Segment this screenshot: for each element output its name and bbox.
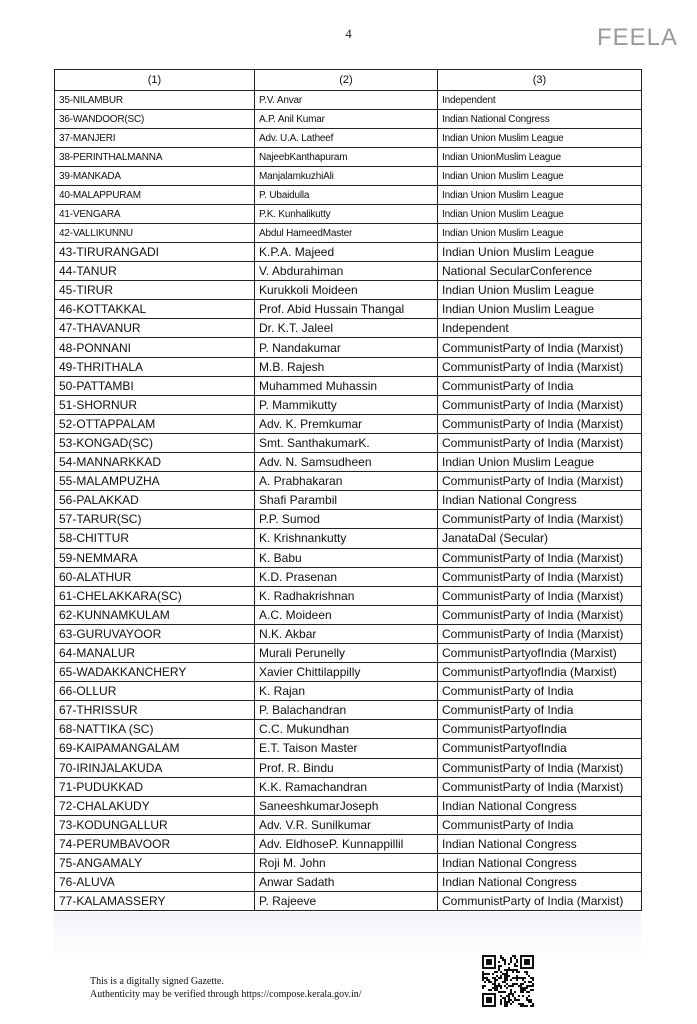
party-cell: CommunistParty of India (Marxist) [438, 395, 642, 414]
member-cell: P. Rajeeve [255, 892, 438, 911]
constituency-cell: 38-PERINTHALMANNA [55, 148, 255, 167]
member-cell: Roji M. John [255, 854, 438, 873]
constituency-cell: 73-KODUNGALLUR [55, 815, 255, 834]
table-row [55, 510, 642, 529]
constituency-cell: 45-TIRUR [55, 281, 255, 300]
member-cell: A. Prabhakaran [255, 472, 438, 491]
constituency-cell: 53-KONGAD(SC) [55, 433, 255, 452]
party-cell: Indian National Congress [438, 796, 642, 815]
table-row [55, 854, 642, 873]
party-cell: Indian Union Muslim League [438, 243, 642, 262]
party-cell: CommunistParty of India (Marxist) [438, 624, 642, 643]
constituency-cell: 42-VALLIKUNNU [55, 224, 255, 243]
member-cell: Abdul HameedMaster [255, 224, 438, 243]
party-cell: CommunistParty of India [438, 701, 642, 720]
member-cell: ManjalamkuzhiAli [255, 167, 438, 186]
table-row [55, 148, 642, 167]
constituency-cell: 66-OLLUR [55, 682, 255, 701]
table-row [55, 643, 642, 662]
party-cell: CommunistParty of India [438, 682, 642, 701]
party-cell: CommunistPartyofIndia [438, 720, 642, 739]
constituency-cell: 47-THAVANUR [55, 319, 255, 338]
constituency-cell: 62-KUNNAMKULAM [55, 605, 255, 624]
member-cell: C.C. Mukundhan [255, 720, 438, 739]
table-row [55, 357, 642, 376]
table-row [55, 605, 642, 624]
party-cell: Indian Union Muslim League [438, 129, 642, 148]
member-cell: Adv. K. Premkumar [255, 414, 438, 433]
table-row [55, 682, 642, 701]
table-row [55, 892, 642, 911]
table-row [55, 167, 642, 186]
member-cell: K. Radhakrishnan [255, 586, 438, 605]
constituency-cell: 76-ALUVA [55, 873, 255, 892]
constituency-cell: 41-VENGARA [55, 205, 255, 224]
constituency-cell: 54-MANNARKKAD [55, 453, 255, 472]
party-cell: CommunistParty of India (Marxist) [438, 758, 642, 777]
member-cell: Murali Perunelly [255, 643, 438, 662]
constituency-cell: 71-PUDUKKAD [55, 777, 255, 796]
constituency-cell: 51-SHORNUR [55, 395, 255, 414]
qr-code-icon [482, 955, 534, 1007]
member-cell: Adv. N. Samsudheen [255, 453, 438, 472]
table-row [55, 720, 642, 739]
party-cell: CommunistParty of India (Marxist) [438, 357, 642, 376]
table-row [55, 777, 642, 796]
member-cell: Anwar Sadath [255, 873, 438, 892]
constituency-cell: 65-WADAKKANCHERY [55, 663, 255, 682]
party-cell: CommunistPartyofIndia (Marxist) [438, 643, 642, 662]
page-number: 4 [345, 26, 352, 41]
party-cell: Indian Union Muslim League [438, 186, 642, 205]
member-cell: Prof. R. Bindu [255, 758, 438, 777]
party-cell: CommunistParty of India (Marxist) [438, 414, 642, 433]
table-row [55, 376, 642, 395]
table-header-row [55, 70, 642, 91]
table-row [55, 395, 642, 414]
member-cell: Muhammed Muhassin [255, 376, 438, 395]
constituency-cell: 61-CHELAKKARA(SC) [55, 586, 255, 605]
member-cell: P. Mammikutty [255, 395, 438, 414]
party-cell: Indian National Congress [438, 491, 642, 510]
member-cell: P. Nandakumar [255, 338, 438, 357]
party-cell: Indian Union Muslim League [438, 453, 642, 472]
table-row [55, 472, 642, 491]
member-cell: V. Abdurahiman [255, 262, 438, 281]
constituency-cell: 75-ANGAMALY [55, 854, 255, 873]
table-row [55, 186, 642, 205]
member-cell: K.P.A. Majeed [255, 243, 438, 262]
party-cell: Independent [438, 319, 642, 338]
table-row [55, 243, 642, 262]
table-row [55, 834, 642, 853]
party-cell: Indian Union Muslim League [438, 281, 642, 300]
party-cell: CommunistPartyofIndia (Marxist) [438, 663, 642, 682]
party-cell: CommunistParty of India (Marxist) [438, 433, 642, 452]
table-row [55, 567, 642, 586]
party-cell: Indian UnionMuslim League [438, 148, 642, 167]
party-cell: CommunistParty of India [438, 815, 642, 834]
member-cell: P. Ubaidulla [255, 186, 438, 205]
member-cell: N.K. Akbar [255, 624, 438, 643]
party-cell: CommunistParty of India (Marxist) [438, 586, 642, 605]
constituency-cell: 67-THRISSUR [55, 701, 255, 720]
member-cell: Smt. SanthakumarK. [255, 433, 438, 452]
party-cell: Indian Union Muslim League [438, 300, 642, 319]
table-row [55, 433, 642, 452]
constituency-cell: 43-TIRURANGADI [55, 243, 255, 262]
constituency-cell: 77-KALAMASSERY [55, 892, 255, 911]
verification-note: Authenticity may be verified through https://compose.kerala.gov.in/ [90, 989, 362, 1000]
member-cell: P.P. Sumod [255, 510, 438, 529]
constituency-cell: 69-KAIPAMANGALAM [55, 739, 255, 758]
party-cell: CommunistParty of India (Marxist) [438, 892, 642, 911]
member-cell: Adv. V.R. Sunilkumar [255, 815, 438, 834]
party-cell: CommunistParty of India (Marxist) [438, 510, 642, 529]
party-cell: CommunistParty of India (Marxist) [438, 605, 642, 624]
party-cell: Independent [438, 91, 642, 110]
table-row [55, 758, 642, 777]
party-cell: Indian Union Muslim League [438, 167, 642, 186]
member-cell: NajeebKanthapuram [255, 148, 438, 167]
signature-note: This is a digitally signed Gazette. [90, 976, 224, 987]
constituency-cell: 37-MANJERI [55, 129, 255, 148]
column-header-party: (3) [438, 70, 642, 91]
constituency-cell: 59-NEMMARA [55, 548, 255, 567]
party-cell: Indian National Congress [438, 834, 642, 853]
table-row [55, 548, 642, 567]
constituency-cell: 44-TANUR [55, 262, 255, 281]
constituency-cell: 58-CHITTUR [55, 529, 255, 548]
constituency-cell: 55-MALAMPUZHA [55, 472, 255, 491]
member-cell: P.K. Kunhalikutty [255, 205, 438, 224]
member-cell: A.P. Anil Kumar [255, 110, 438, 129]
constituency-cell: 39-MANKADA [55, 167, 255, 186]
party-cell: Indian National Congress [438, 873, 642, 892]
table-row [55, 739, 642, 758]
table-row [55, 110, 642, 129]
constituency-cell: 46-KOTTAKKAL [55, 300, 255, 319]
member-cell: M.B. Rajesh [255, 357, 438, 376]
member-cell: Kurukkoli Moideen [255, 281, 438, 300]
party-cell: Indian National Congress [438, 854, 642, 873]
gazette-footer [90, 975, 362, 1001]
constituency-cell: 35-NILAMBUR [55, 91, 255, 110]
constituency-cell: 56-PALAKKAD [55, 491, 255, 510]
party-cell: Indian National Congress [438, 110, 642, 129]
member-cell: Adv. EldhoseP. Kunnappillil [255, 834, 438, 853]
table-row [55, 129, 642, 148]
constituency-cell: 50-PATTAMBI [55, 376, 255, 395]
party-cell: CommunistPartyofIndia [438, 739, 642, 758]
constituency-cell: 40-MALAPPURAM [55, 186, 255, 205]
member-cell: P. Balachandran [255, 701, 438, 720]
party-cell: National SecularConference [438, 262, 642, 281]
member-cell: K. Krishnankutty [255, 529, 438, 548]
table-row [55, 224, 642, 243]
party-cell: CommunistParty of India (Marxist) [438, 567, 642, 586]
election-results-table [54, 69, 642, 911]
column-header-constituency: (1) [55, 70, 255, 91]
table-row [55, 300, 642, 319]
party-cell: CommunistParty of India (Marxist) [438, 338, 642, 357]
table-row [55, 701, 642, 720]
constituency-cell: 63-GURUVAYOOR [55, 624, 255, 643]
member-cell: A.C. Moideen [255, 605, 438, 624]
constituency-cell: 64-MANALUR [55, 643, 255, 662]
constituency-cell: 49-THRITHALA [55, 357, 255, 376]
constituency-cell: 57-TARUR(SC) [55, 510, 255, 529]
member-cell: E.T. Taison Master [255, 739, 438, 758]
constituency-cell: 74-PERUMBAVOOR [55, 834, 255, 853]
member-cell: K.D. Prasenan [255, 567, 438, 586]
party-cell: CommunistParty of India (Marxist) [438, 472, 642, 491]
constituency-cell: 36-WANDOOR(SC) [55, 110, 255, 129]
table-row [55, 491, 642, 510]
table-row [55, 91, 642, 110]
party-cell: CommunistParty of India (Marxist) [438, 777, 642, 796]
table-row [55, 873, 642, 892]
constituency-cell: 48-PONNANI [55, 338, 255, 357]
member-cell: K. Babu [255, 548, 438, 567]
scan-shading [54, 912, 641, 962]
table-row [55, 414, 642, 433]
constituency-cell: 60-ALATHUR [55, 567, 255, 586]
party-cell: CommunistParty of India [438, 376, 642, 395]
member-cell: SaneeshkumarJoseph [255, 796, 438, 815]
watermark: FEELA [596, 24, 678, 51]
constituency-cell: 72-CHALAKUDY [55, 796, 255, 815]
table-row [55, 453, 642, 472]
table-row [55, 262, 642, 281]
table-row [55, 205, 642, 224]
constituency-cell: 70-IRINJALAKUDA [55, 758, 255, 777]
member-cell: Xavier Chittilappilly [255, 663, 438, 682]
constituency-cell: 52-OTTAPPALAM [55, 414, 255, 433]
table-row [55, 663, 642, 682]
party-cell: JanataDal (Secular) [438, 529, 642, 548]
column-header-member: (2) [255, 70, 438, 91]
constituency-cell: 68-NATTIKA (SC) [55, 720, 255, 739]
table-row [55, 338, 642, 357]
table-row [55, 624, 642, 643]
party-cell: Indian Union Muslim League [438, 224, 642, 243]
table-row [55, 319, 642, 338]
table-row [55, 796, 642, 815]
table-row [55, 815, 642, 834]
member-cell: Prof. Abid Hussain Thangal [255, 300, 438, 319]
member-cell: Adv. U.A. Latheef [255, 129, 438, 148]
member-cell: P.V. Anvar [255, 91, 438, 110]
member-cell: K. Rajan [255, 682, 438, 701]
member-cell: Shafi Parambil [255, 491, 438, 510]
table-row [55, 281, 642, 300]
member-cell: Dr. K.T. Jaleel [255, 319, 438, 338]
table-row [55, 529, 642, 548]
member-cell: K.K. Ramachandran [255, 777, 438, 796]
table-row [55, 586, 642, 605]
party-cell: CommunistParty of India (Marxist) [438, 548, 642, 567]
party-cell: Indian Union Muslim League [438, 205, 642, 224]
